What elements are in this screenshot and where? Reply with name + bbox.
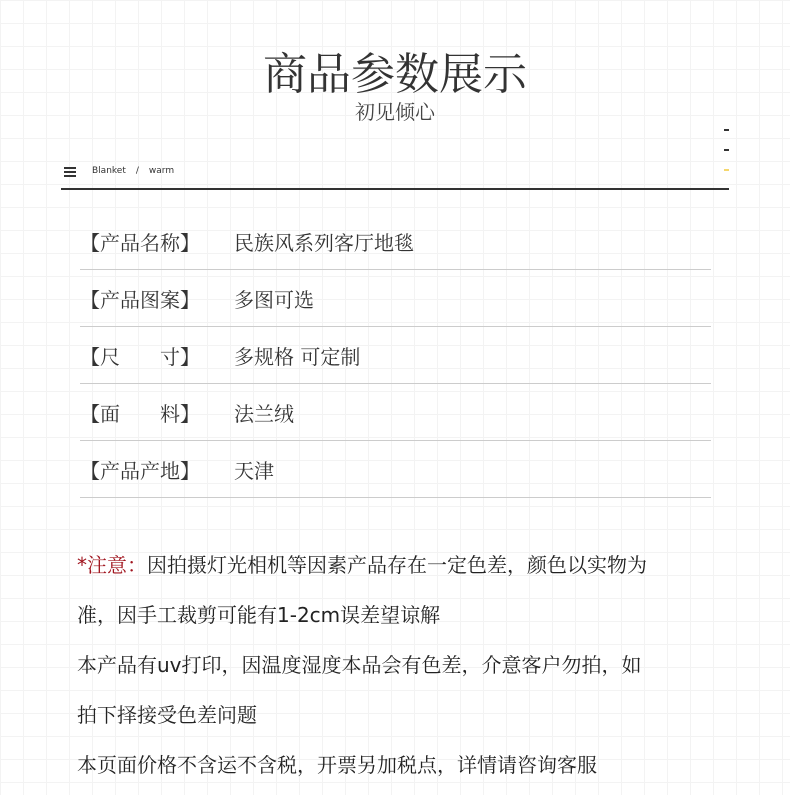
param-value: 多图可选 [234, 287, 314, 312]
page-title: 商品参数展示 [263, 49, 527, 100]
note-line: 因拍摄灯光相机等因素产品存在一定色差，颜色以实物为 [147, 553, 647, 577]
param-row [80, 384, 711, 441]
note-line: 拍下择接受色差问题 [77, 703, 257, 727]
param-label: 【产品产地】 [80, 458, 200, 483]
note-line: 准，因手工裁剪可能有1-2cm误差望谅解 [77, 603, 441, 627]
param-row [80, 213, 711, 270]
note-line: 本产品有uv打印，因温度湿度本品会有色差，介意客户勿拍，如 [77, 653, 642, 677]
breadcrumb-item[interactable]: Blanket [92, 166, 126, 176]
notice-prefix: *注意： [77, 553, 147, 577]
param-value: 天津 [234, 458, 274, 483]
param-label: 【尺 寸】 [80, 344, 200, 369]
breadcrumb [92, 166, 184, 176]
param-row [80, 441, 711, 498]
breadcrumb-item[interactable]: warm [148, 166, 175, 176]
notes [77, 540, 757, 790]
menu-icon[interactable] [64, 167, 76, 179]
indicator-dash [724, 129, 729, 131]
divider [61, 188, 729, 190]
param-label: 【产品图案】 [80, 287, 200, 312]
indicator-dash [724, 149, 729, 151]
param-label: 【产品名称】 [80, 230, 200, 255]
param-value: 法兰绒 [234, 401, 294, 426]
indicator-dash-active [724, 169, 729, 171]
param-value: 民族风系列客厅地毯 [234, 230, 414, 255]
param-value: 多规格 可定制 [234, 344, 361, 369]
param-label: 【面 料】 [80, 401, 200, 426]
page-subtitle: 初见倾心 [355, 100, 435, 124]
breadcrumb-separator: / [135, 166, 139, 176]
note-line: 本页面价格不含运不含税，开票另加税点，详情请咨询客服 [77, 753, 597, 777]
param-row [80, 327, 711, 384]
param-row [80, 270, 711, 327]
